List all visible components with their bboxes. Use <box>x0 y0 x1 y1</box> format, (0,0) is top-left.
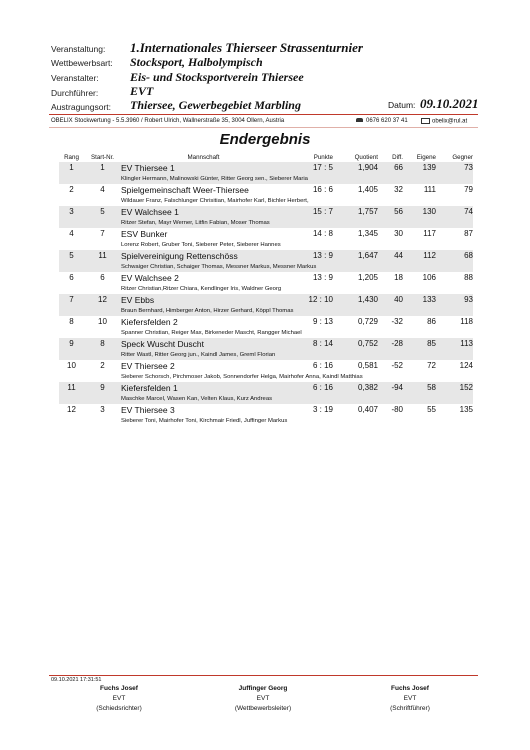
signature-name: Fuchs Josef <box>100 685 138 692</box>
cell-team: EV Ebbs <box>121 294 286 305</box>
value-veranstaltung: 1.Internationales Thierseer Strassenturnier <box>130 40 363 55</box>
signature-schiedsrichter <box>59 684 179 714</box>
table-row <box>59 184 473 195</box>
cell-quotient: 0,752 <box>333 338 378 349</box>
cell-punkte: 8 : 14 <box>286 338 333 349</box>
table-row <box>59 360 473 371</box>
cell-diff: -28 <box>378 338 403 349</box>
table-row-players <box>59 371 473 382</box>
signature-org: EVT <box>403 695 417 702</box>
results-table <box>59 153 473 426</box>
cell-diff: -32 <box>391 317 403 326</box>
cell-players: Wildauer Franz, Falschlunger Chrisitian, Mairhofer Karl, Bichler Herbert, <box>121 197 309 204</box>
cell-quotient: 1,647 <box>333 250 378 261</box>
cell-quotient: 0,581 <box>357 361 378 370</box>
provider-phone <box>356 118 408 124</box>
cell-start: 6 <box>100 273 105 282</box>
cell-players: Ritter Wastl, Ritter Georg jun., Kaindl James, Greml Florian <box>121 349 473 360</box>
cell-start: 12 <box>84 294 121 305</box>
cell-punkte: 13 : 9 <box>286 250 333 261</box>
cell-gegner: 93 <box>436 294 473 305</box>
cell-team: Spielgemeinschaft Weer-Thiersee <box>121 184 249 195</box>
cell-players: Ritzer Christian,Ritzer Chiara, Kendlinger Iris, Waldner Georg <box>121 285 282 292</box>
provider-divider <box>49 127 478 128</box>
signature-org: EVT <box>256 695 270 702</box>
col-header-gegner: Gegner <box>452 154 473 161</box>
cell-players: Lorenz Robert, Gruber Toni, Sieberer Peter, Sieberer Hannes <box>121 241 281 248</box>
cell-quotient: 1,757 <box>333 206 378 217</box>
table-header-row <box>59 153 473 162</box>
cell-players: Schwaiger Christian, Schaiger Thomas, Messner Markus, Messner Markus <box>121 261 473 272</box>
cell-players: Braun Bernhard, Himberger Anton, Hirzer Gerhard, Köppl Thomas <box>121 305 473 316</box>
cell-rang: 5 <box>59 250 84 261</box>
col-header-punkte: Punkte <box>313 154 333 161</box>
table-row <box>59 316 473 327</box>
cell-eigene: 55 <box>427 405 436 414</box>
signature-name: Juffinger Georg <box>238 685 288 692</box>
cell-punkte: 13 : 9 <box>312 273 333 282</box>
col-header-quotient: Quotient <box>354 154 378 161</box>
provider-email <box>421 118 467 125</box>
cell-gegner: 73 <box>436 162 473 173</box>
cell-punkte: 15 : 7 <box>286 206 333 217</box>
cell-start: 4 <box>100 185 105 194</box>
cell-diff: 32 <box>394 185 403 194</box>
header-divider <box>49 114 478 115</box>
table-row-players <box>59 239 473 250</box>
label-veranstalter: Veranstalter: <box>51 73 99 83</box>
table-row <box>59 404 473 415</box>
label-datum: Datum: <box>388 100 416 110</box>
cell-start: 2 <box>100 361 105 370</box>
cell-punkte: 6 : 16 <box>286 382 333 393</box>
value-durchfuehrer: EVT <box>130 84 154 98</box>
cell-eigene: 111 <box>423 185 436 194</box>
cell-team: Speck Wuscht Duscht <box>121 338 286 349</box>
signature-wettbewerbsleiter <box>203 684 323 714</box>
signature-schriftfuehrer <box>350 684 470 714</box>
cell-diff: 30 <box>394 229 403 238</box>
cell-start: 11 <box>84 250 121 261</box>
table-row-players <box>59 173 473 184</box>
cell-diff: -52 <box>391 361 403 370</box>
col-header-eigene: Eigene <box>416 154 436 161</box>
table-row-players <box>59 283 473 294</box>
provider-phone-number: 0676 620 37 41 <box>366 118 408 124</box>
phone-icon <box>356 118 363 122</box>
cell-punkte: 17 : 5 <box>286 162 333 173</box>
cell-quotient: 1,430 <box>333 294 378 305</box>
cell-quotient: 0,407 <box>357 405 378 414</box>
cell-punkte: 9 : 13 <box>312 317 333 326</box>
cell-start: 5 <box>84 206 121 217</box>
cell-rang: 4 <box>69 229 74 238</box>
col-header-diff: Diff. <box>392 154 403 161</box>
cell-rang: 6 <box>69 273 74 282</box>
cell-punkte: 3 : 19 <box>312 405 333 414</box>
cell-players: Klingler Hermann, Malinowski Günter, Ritter Georg sen., Sieberer Maria <box>121 173 473 184</box>
table-row <box>59 382 473 393</box>
cell-start: 8 <box>84 338 121 349</box>
cell-eigene: 117 <box>423 229 436 238</box>
cell-gegner: 152 <box>436 382 473 393</box>
table-row-players <box>59 305 473 316</box>
cell-gegner: 88 <box>464 273 473 282</box>
value-veranstalter: Eis- und Stocksportverein Thiersee <box>130 70 304 84</box>
label-wettbewerbsart: Wettbewerbsart: <box>51 58 113 68</box>
cell-quotient: 1,205 <box>357 273 378 282</box>
cell-quotient: 1,345 <box>357 229 378 238</box>
col-header-mannschaft: Mannschaft <box>187 154 220 161</box>
cell-eigene: 139 <box>403 162 436 173</box>
cell-players: Spanner Christian, Reiger Max, Birkeneder Mascht, Rangger Michael <box>121 329 302 336</box>
cell-team: EV Thiersee 1 <box>121 162 286 173</box>
cell-team: EV Thiersee 2 <box>121 360 175 371</box>
cell-eigene: 85 <box>403 338 436 349</box>
cell-players: Maschke Marcel, Wasen Kan, Velten Klaus, Kurz Andreas <box>121 393 473 404</box>
print-timestamp: 09.10.2021 17:31:51 <box>51 677 102 683</box>
cell-rang: 3 <box>59 206 84 217</box>
cell-rang: 12 <box>67 405 76 414</box>
cell-team: Kiefersfelden 2 <box>121 316 178 327</box>
cell-start: 1 <box>84 162 121 173</box>
cell-rang: 7 <box>59 294 84 305</box>
cell-eigene: 58 <box>403 382 436 393</box>
cell-rang: 10 <box>67 361 76 370</box>
table-row-players <box>59 349 473 360</box>
cell-quotient: 1,405 <box>357 185 378 194</box>
col-header-start: Start-Nr. <box>90 154 115 161</box>
cell-team: EV Thiersee 3 <box>121 404 175 415</box>
table-row-players <box>59 415 473 426</box>
cell-team: EV Walchsee 1 <box>121 206 286 217</box>
cell-team: EV Walchsee 2 <box>121 272 179 283</box>
table-row-players <box>59 195 473 206</box>
table-row <box>59 272 473 283</box>
cell-gegner: 79 <box>464 185 473 194</box>
signature-role: (Wettbewerbsleiter) <box>234 705 292 712</box>
cell-gegner: 87 <box>464 229 473 238</box>
cell-players: Sieberer Toni, Mairhofer Toni, Kirchmair Friedl, Juffinger Markus <box>121 417 288 424</box>
signature-org: EVT <box>112 695 126 702</box>
table-row <box>59 338 473 349</box>
cell-start: 7 <box>100 229 105 238</box>
cell-team: Kiefersfelden 1 <box>121 382 286 393</box>
cell-players: Sieberer Schorsch, Pirchmoser Jakob, Sonnendorfer Helga, Mairhofer Anna, Kaindl Matthias <box>121 373 363 380</box>
cell-team: ESV Bunker <box>121 228 168 239</box>
results-body <box>59 162 473 426</box>
cell-punkte: 12 : 10 <box>286 294 333 305</box>
col-header-rang: Rang <box>64 154 79 161</box>
cell-gegner: 68 <box>436 250 473 261</box>
label-veranstaltung: Veranstaltung: <box>51 44 106 54</box>
mail-icon <box>421 118 430 124</box>
cell-diff: 40 <box>378 294 403 305</box>
cell-team: Spielvereinigung Rettenschöss <box>121 250 286 261</box>
table-row <box>59 294 473 305</box>
table-row <box>59 206 473 217</box>
value-datum: 09.10.2021 <box>420 96 479 111</box>
signature-name: Fuchs Josef <box>391 685 429 692</box>
cell-quotient: 0,729 <box>357 317 378 326</box>
cell-punkte: 6 : 16 <box>312 361 333 370</box>
cell-rang: 11 <box>59 382 84 393</box>
table-row <box>59 162 473 173</box>
cell-rang: 2 <box>69 185 74 194</box>
cell-quotient: 1,904 <box>333 162 378 173</box>
table-row-players <box>59 327 473 338</box>
table-row <box>59 250 473 261</box>
cell-rang: 9 <box>59 338 84 349</box>
provider-text: OBELIX Stockwertung - 5.5.3960 / Robert Ulrich, Wallnerstraße 35, 3004 Ollern, Austria <box>51 118 285 124</box>
cell-diff: 18 <box>394 273 403 282</box>
cell-diff: 66 <box>378 162 403 173</box>
cell-players: Ritzer Stefan, Mayr Werner, Litfin Fabian, Moser Thomas <box>121 217 473 228</box>
cell-eigene: 86 <box>427 317 436 326</box>
provider-line <box>51 118 478 124</box>
value-wettbewerbsart: Stocksport, Halbolympisch <box>130 55 263 69</box>
cell-eigene: 72 <box>427 361 436 370</box>
cell-rang: 1 <box>59 162 84 173</box>
cell-punkte: 16 : 6 <box>312 185 333 194</box>
footer-divider <box>49 675 478 676</box>
cell-gegner: 135 <box>459 405 473 414</box>
cell-gegner: 124 <box>459 361 473 370</box>
cell-eigene: 133 <box>403 294 436 305</box>
cell-gegner: 118 <box>460 317 473 326</box>
value-austragungsort: Thiersee, Gewerbegebiet Marbling <box>130 98 301 112</box>
signature-role: (Schriftführer) <box>390 705 430 712</box>
cell-eigene: 106 <box>422 273 436 282</box>
table-row-players <box>59 261 473 272</box>
cell-diff: -80 <box>391 405 403 414</box>
provider-email-address: obelix@rul.at <box>432 118 468 125</box>
cell-start: 9 <box>84 382 121 393</box>
cell-eigene: 130 <box>403 206 436 217</box>
cell-diff: 56 <box>378 206 403 217</box>
cell-start: 10 <box>98 317 107 326</box>
signature-role: (Schiedsrichter) <box>96 705 142 712</box>
table-row-players <box>59 393 473 404</box>
cell-diff: 44 <box>378 250 403 261</box>
label-austragungsort: Austragungsort: <box>51 102 112 112</box>
label-durchfuehrer: Durchführer: <box>51 88 99 98</box>
table-row <box>59 228 473 239</box>
cell-gegner: 113 <box>436 338 473 349</box>
cell-diff: -94 <box>378 382 403 393</box>
table-row-players <box>59 217 473 228</box>
cell-rang: 8 <box>69 317 74 326</box>
cell-start: 3 <box>100 405 105 414</box>
cell-punkte: 14 : 8 <box>312 229 333 238</box>
cell-quotient: 0,382 <box>333 382 378 393</box>
cell-eigene: 112 <box>403 250 436 261</box>
page-title: Endergebnis <box>219 131 311 148</box>
cell-gegner: 74 <box>436 206 473 217</box>
